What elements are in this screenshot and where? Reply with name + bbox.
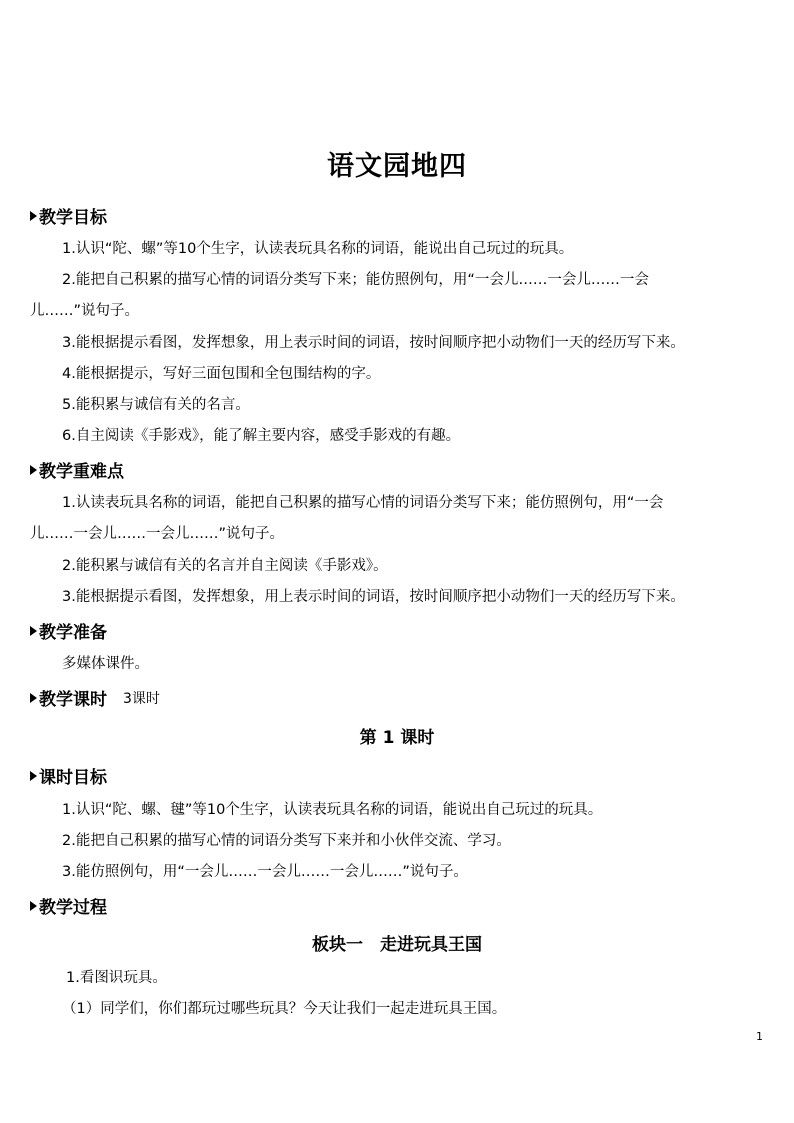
process-item: 1.看图识玩具。 (66, 970, 167, 986)
page-number: 1 (756, 1030, 763, 1043)
goal-item: 3.能根据提示看图，发挥想象，用上表示时间的词语，按时间顺序把小动物们一天的经历写下来。 (62, 335, 685, 351)
key-point-item: 3.能根据提示看图，发挥想象，用上表示时间的词语，按时间顺序把小动物们一天的经历写下来。 (62, 589, 685, 605)
heading-label: 教学目标 (39, 208, 107, 228)
key-point-item: 1.认读表玩具名称的词语，能把自己积累的描写心情的词语分类写下来；能仿照例句，用“一会 (62, 495, 664, 511)
section-heading-preparation (30, 618, 107, 643)
section-heading-goals (30, 203, 107, 228)
triangle-bullet-icon (30, 693, 37, 703)
lesson-goal-item: 1.认识“陀、螺、毽”等10个生字，认读表玩具名称的词语，能说出自己玩过的玩具。 (62, 802, 603, 818)
goal-item: 5.能积累与诚信有关的名言。 (62, 397, 250, 413)
hours-value: 3课时 (123, 690, 160, 707)
goal-item: 4.能根据提示，写好三面包围和全包围结构的字。 (62, 366, 381, 382)
process-item: （1）同学们，你们都玩过哪些玩具？今天让我们一起走进玩具王国。 (62, 1001, 507, 1017)
triangle-bullet-icon (30, 211, 37, 221)
preparation-text: 多媒体课件。 (62, 656, 149, 672)
lesson-goal-item: 3.能仿照例句，用“一会儿……一会儿……一会儿……”说句子。 (62, 864, 468, 880)
key-point-item-continuation: 儿……一会儿……一会儿……”说句子。 (30, 526, 285, 542)
heading-label: 教学准备 (39, 623, 107, 643)
section-heading-hours (30, 685, 160, 710)
triangle-bullet-icon (30, 901, 37, 911)
heading-label: 教学过程 (39, 898, 107, 918)
page-title: 语文园地四 (327, 151, 467, 182)
key-point-item: 2.能积累与诚信有关的名言并自主阅读《手影戏》。 (62, 558, 388, 574)
section-heading-process (30, 893, 107, 918)
section-heading-key-points (30, 457, 124, 482)
heading-label: 教学重难点 (39, 462, 124, 482)
section-heading-lesson-goals (30, 763, 107, 788)
block-title: 板块一 走进玩具王国 (312, 935, 482, 955)
goal-item: 1.认识“陀、螺”等10个生字，认读表玩具名称的词语，能说出自己玩过的玩具。 (62, 241, 574, 257)
heading-label: 课时目标 (39, 768, 107, 788)
goal-item: 6.自主阅读《手影戏》，能了解主要内容，感受手影戏的有趣。 (62, 428, 461, 444)
triangle-bullet-icon (30, 465, 37, 475)
goal-item: 2.能把自己积累的描写心情的词语分类写下来；能仿照例句，用“一会儿……一会儿……一会 (62, 272, 649, 288)
lesson-goal-item: 2.能把自己积累的描写心情的词语分类写下来并和小伙伴交流、学习。 (62, 833, 511, 849)
triangle-bullet-icon (30, 626, 37, 636)
lesson-title: 第 1 课时 (359, 728, 435, 748)
triangle-bullet-icon (30, 771, 37, 781)
heading-label: 教学课时 (39, 690, 107, 710)
goal-item-continuation: 儿……”说句子。 (30, 303, 140, 319)
